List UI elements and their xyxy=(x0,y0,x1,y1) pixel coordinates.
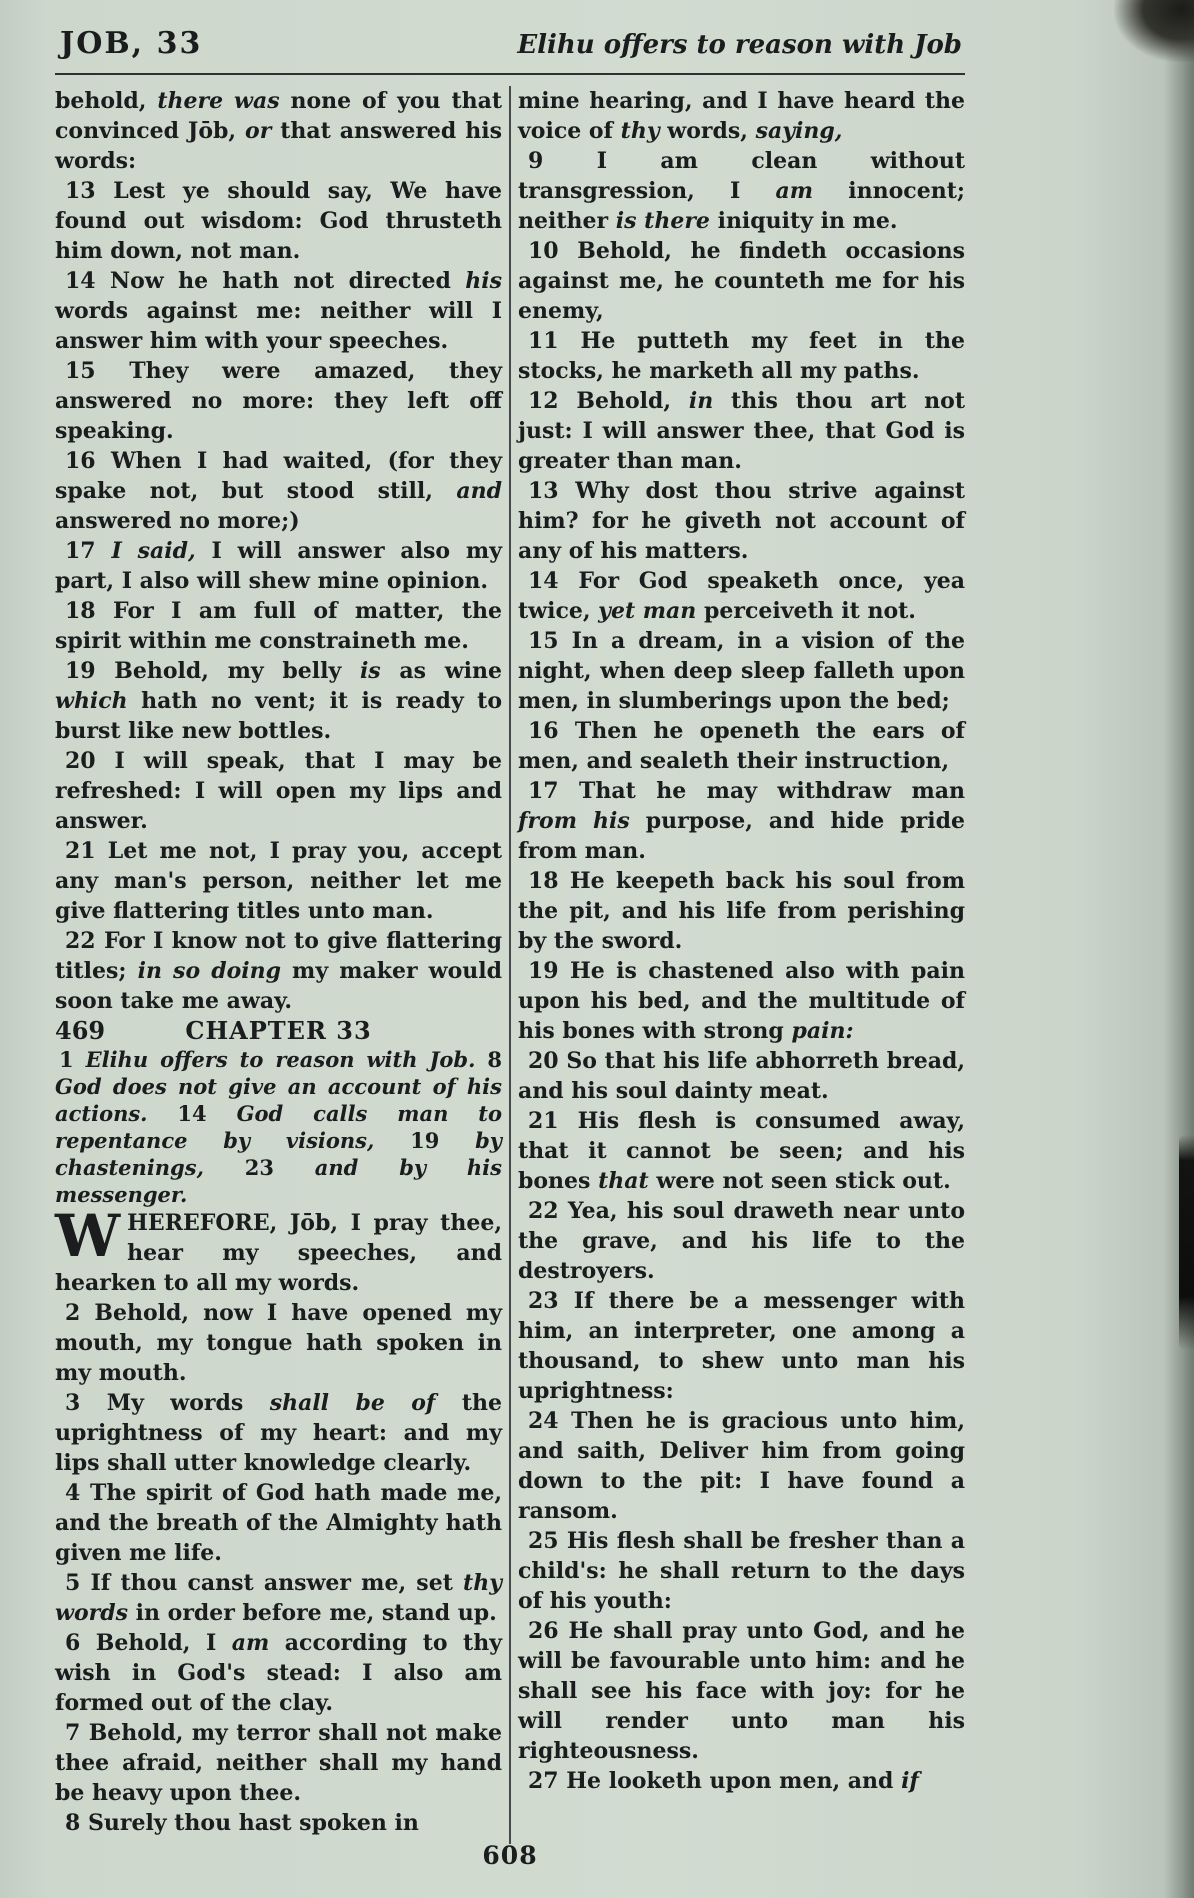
page-number: 608 xyxy=(482,1841,538,1870)
verse-paragraph: 22 Yea, his soul draweth near unto the grave, and his life to the destroyers. xyxy=(518,1198,965,1284)
header-running-title: Elihu offers to reason with Job xyxy=(517,30,962,60)
verse-paragraph: 11 He putteth my feet in the stocks, he marketh all my paths. xyxy=(518,328,965,384)
chapter-summary: 1 Elihu offers to reason with Job. 8 God does not give an account of his actions. 14 God calls man to repentance by visions, 19 by chastenings, 23 and by his messenger. xyxy=(55,1047,502,1207)
verse-paragraph: 19 He is chastened also with pain upon his bed, and the multitude of his bones with strong pain: xyxy=(518,958,965,1044)
verse-paragraph: 22 For I know not to give flattering titles; in so doing my maker would soon take me away. xyxy=(55,928,502,1014)
dropcap-paragraph: WHEREFORE, Jōb, I pray thee, hear my speeches, and hearken to all my words. xyxy=(55,1202,502,1296)
page-edge-shadow xyxy=(1164,0,1194,1898)
verse-paragraph: 15 They were amazed, they answered no more: they left off speaking. xyxy=(55,358,502,444)
dropcap-initial: W xyxy=(55,1202,121,1270)
verse-paragraph: 20 So that his life abhorreth bread, and his soul dainty meat. xyxy=(518,1048,965,1104)
verse-paragraph: 12 Behold, in this thou art not just: I will answer thee, that God is greater than man. xyxy=(518,388,965,474)
header-book-chapter: JOB, 33 xyxy=(60,26,203,61)
verse-paragraph: 10 Behold, he findeth occasions against me, he counteth me for his enemy, xyxy=(518,238,965,324)
verse-paragraph: 23 If there be a messenger with him, an interpreter, one among a thousand, to shew unto man his uprightness: xyxy=(518,1288,965,1404)
verse-paragraph: 3 My words shall be of the uprightness of my heart: and my lips shall utter knowledge clearly. xyxy=(55,1390,502,1476)
verse-paragraph: 21 Let me not, I pray you, accept any man's person, neither let me give flattering titles unto man. xyxy=(55,838,502,924)
chapter-heading xyxy=(55,1016,502,1046)
right-column xyxy=(518,86,965,1852)
verse-paragraph: 27 He looketh upon men, and if xyxy=(528,1768,919,1794)
verse-paragraph: 5 If thou canst answer me, set thy words in order before me, stand up. xyxy=(55,1570,502,1626)
continuation-paragraph: behold, there was none of you that convinced Jōb, or that answered his words: xyxy=(55,88,503,174)
verse-paragraph: 8 Surely thou hast spoken in xyxy=(65,1810,419,1836)
verse-paragraph: 6 Behold, I am according to thy wish in God's stead: I also am formed out of the clay. xyxy=(55,1630,502,1716)
verse-paragraph: 14 Now he hath not directed his words against me: neither will I answer him with your speeches. xyxy=(55,268,502,354)
verse-paragraph: 9 I am clean without transgression, I am innocent; neither is there iniquity in me. xyxy=(518,148,965,234)
verse-paragraph: 25 His flesh shall be fresher than a child's: he shall return to the days of his youth: xyxy=(518,1528,965,1614)
verse-paragraph: 16 Then he openeth the ears of men, and sealeth their instruction, xyxy=(518,718,965,774)
chapter-title: CHAPTER 33 xyxy=(185,1016,372,1045)
scan-corner-smudge xyxy=(1114,0,1194,62)
scan-edge-smudge xyxy=(1179,1135,1194,1350)
left-column xyxy=(55,86,502,1852)
verse-paragraph: 17 That he may withdraw man from his purpose, and hide pride from man. xyxy=(518,778,966,864)
verse-paragraph: 26 He shall pray unto God, and he will be favourable unto him: and he shall see his face with joy: for he will render unto man his righteousness. xyxy=(518,1618,965,1764)
chapter-ref: 469 xyxy=(55,1016,106,1045)
continuation-paragraph: mine hearing, and I have heard the voice of thy words, saying, xyxy=(518,88,965,144)
verse-paragraph: 13 Why dost thou strive against him? for he giveth not account of any of his matters. xyxy=(518,478,965,564)
verse-paragraph: 18 For I am full of matter, the spirit within me constraineth me. xyxy=(55,598,502,654)
verse-paragraph: 20 I will speak, that I may be refreshed: I will open my lips and answer. xyxy=(55,748,502,834)
verse-paragraph: 7 Behold, my terror shall not make thee afraid, neither shall my hand be heavy upon thee. xyxy=(55,1720,502,1806)
verse-paragraph: 13 Lest ye should say, We have found out wisdom: God thrusteth him down, not man. xyxy=(55,178,502,264)
verse-paragraph: 17 I said, I will answer also my part, I also will shew mine opinion. xyxy=(55,538,502,594)
verse-paragraph: 14 For God speaketh once, yea twice, yet man perceiveth it not. xyxy=(518,568,965,624)
text-columns xyxy=(55,86,965,1852)
verse-paragraph: 4 The spirit of God hath made me, and the breath of the Almighty hath given me life. xyxy=(55,1480,502,1566)
verse-paragraph: 16 When I had waited, (for they spake not, but stood still, and answered no more;) xyxy=(55,448,502,534)
verse-paragraph: 15 In a dream, in a vision of the night, when deep sleep falleth upon men, in slumberings upon the bed; xyxy=(518,628,965,714)
verse-paragraph: 19 Behold, my belly is as wine which hath no vent; it is ready to burst like new bottles. xyxy=(55,658,502,744)
column-divider xyxy=(509,86,511,1844)
verse-paragraph: 21 His flesh is consumed away, that it cannot be seen; and his bones that were not seen stick out. xyxy=(518,1108,965,1194)
verse-paragraph: 24 Then he is gracious unto him, and saith, Deliver him from going down to the pit: I have found a ransom. xyxy=(518,1408,965,1524)
verse-paragraph: 2 Behold, now I have opened my mouth, my tongue hath spoken in my mouth. xyxy=(55,1300,502,1386)
verse-paragraph: 18 He keepeth back his soul from the pit, and his life from perishing by the sword. xyxy=(518,868,965,954)
header-rule xyxy=(55,73,965,75)
page-header xyxy=(60,26,962,61)
